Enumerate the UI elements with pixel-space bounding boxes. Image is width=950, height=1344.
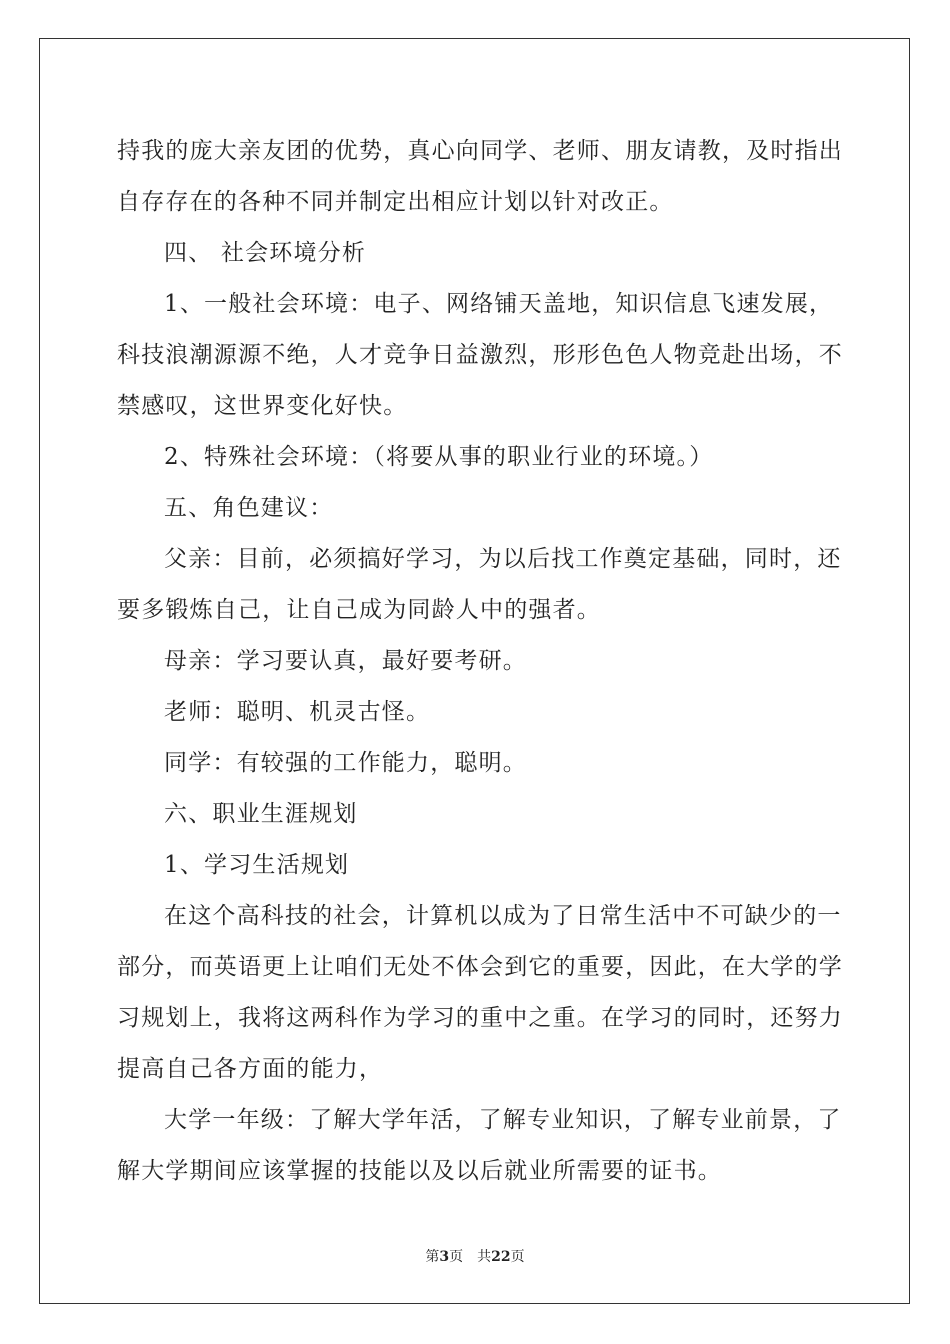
text-line: 在这个高科技的社会，计算机以成为了日常生活中不可缺少的一: [164, 903, 842, 929]
text-line: 大学一年级：了解大学年活，了解专业知识，了解专业前景，了: [164, 1107, 842, 1133]
text-line: 母亲：学习要认真，最好要考研。: [164, 648, 527, 674]
subsection-heading: [117, 840, 837, 891]
total-pages: 22: [491, 1249, 511, 1265]
paragraph: [117, 738, 837, 789]
paragraph: [117, 1095, 842, 1197]
total-suffix: 页: [510, 1249, 525, 1265]
text-line: 持我的庞大亲友团的优势，真心向同学、老师、朋友请教，及时指出: [117, 138, 843, 164]
text-line: 自存存在的各种不同并制定出相应计划以针对改正。: [117, 189, 674, 215]
text-line: 禁感叹，这世界变化好快。: [117, 393, 408, 419]
total-prefix: 共: [477, 1249, 492, 1265]
text-line: 习规划上，我将这两科作为学习的重中之重。在学习的同时，还努力: [117, 1005, 843, 1031]
text-line: 六、职业生涯规划: [164, 801, 358, 827]
section-heading: [117, 228, 837, 279]
page-prefix: 第: [425, 1249, 440, 1265]
page-number: 3: [439, 1249, 450, 1265]
paragraph: [117, 636, 837, 687]
paragraph: [117, 126, 843, 228]
text-line: 老师：聪明、机灵古怪。: [164, 699, 431, 725]
text-line: 解大学期间应该掌握的技能以及以后就业所需要的证书。: [117, 1158, 722, 1184]
section-heading: [117, 483, 837, 534]
document-body: [117, 126, 843, 1197]
text-line: 1、一般社会环境：电子、网络铺天盖地，知识信息飞速发展，: [164, 291, 834, 317]
text-line: 要多锻炼自己，让自己成为同龄人中的强者。: [117, 597, 601, 623]
text-line: 同学：有较强的工作能力，聪明。: [164, 750, 527, 776]
text-line: 1、学习生活规划: [164, 852, 350, 878]
page-suffix: 页: [449, 1249, 464, 1265]
paragraph: [117, 432, 837, 483]
paragraph: [117, 891, 843, 1095]
paragraph: [117, 687, 837, 738]
section-heading: [117, 789, 837, 840]
page-footer: [0, 1248, 950, 1266]
text-line: 部分，而英语更上让咱们无处不体会到它的重要，因此，在大学的学: [117, 954, 843, 980]
text-line: 父亲：目前，必须搞好学习，为以后找工作奠定基础，同时，还: [164, 546, 842, 572]
paragraph: [117, 534, 842, 636]
text-line: 提高自己各方面的能力，: [117, 1056, 384, 1082]
paragraph: [117, 279, 843, 432]
text-line: 四、 社会环境分析: [164, 240, 367, 266]
text-line: 2、特殊社会环境：（将要从事的职业行业的环境。）: [164, 444, 714, 470]
text-line: 五、角色建议：: [164, 495, 334, 521]
text-line: 科技浪潮源源不绝，人才竞争日益激烈，形形色色人物竞赴出场，不: [117, 342, 843, 368]
